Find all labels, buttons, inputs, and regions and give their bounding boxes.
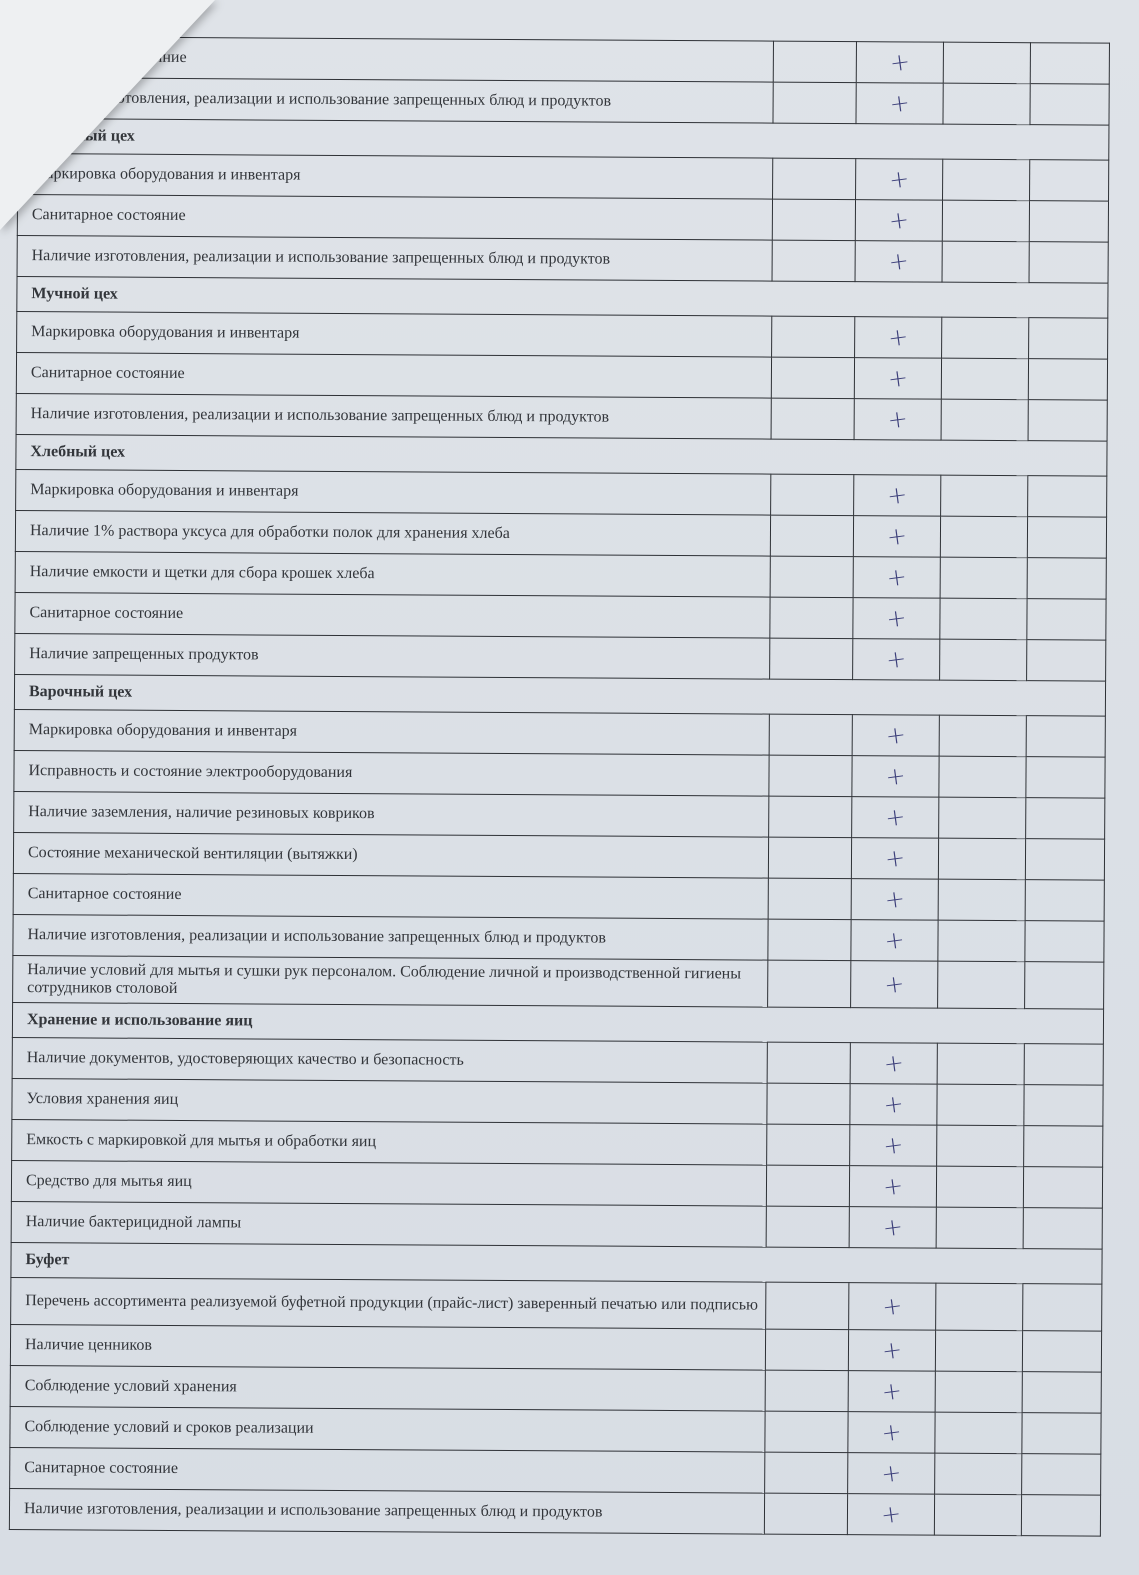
checklist-row bbox=[17, 311, 1108, 359]
checklist-row bbox=[9, 1488, 1100, 1536]
blank-cell bbox=[1029, 201, 1108, 242]
checklist-row bbox=[15, 510, 1106, 558]
blank-cell bbox=[1027, 517, 1106, 558]
blank-cell bbox=[765, 1452, 848, 1494]
compliance-cell bbox=[855, 317, 942, 359]
handwritten-plus-mark: + bbox=[879, 1458, 904, 1489]
blank-cell bbox=[766, 1282, 849, 1330]
criterion-label: Наличие заземления, наличие резиновых ковриков bbox=[14, 791, 769, 837]
blank-cell bbox=[773, 82, 856, 124]
blank-cell bbox=[1028, 476, 1107, 517]
criterion-label: Наличие изготовления, реализации и использование запрещенных блюд и продуктов bbox=[16, 393, 771, 439]
blank-cell bbox=[765, 1411, 848, 1453]
blank-cell bbox=[771, 474, 854, 516]
blank-cell bbox=[1025, 880, 1104, 921]
compliance-cell bbox=[852, 797, 939, 839]
compliance-cell bbox=[851, 920, 938, 962]
blank-cell bbox=[939, 715, 1026, 757]
checklist-row bbox=[15, 551, 1106, 599]
checklist-rows bbox=[9, 37, 1109, 1537]
blank-cell bbox=[766, 1165, 849, 1207]
blank-cell bbox=[936, 1166, 1023, 1208]
blank-cell bbox=[941, 475, 1028, 517]
criterion-label: Маркировка оборудования и инвентаря bbox=[16, 469, 771, 515]
blank-cell bbox=[771, 398, 854, 440]
criterion-label: Средство для мытья яиц bbox=[11, 1160, 766, 1206]
handwritten-plus-mark: + bbox=[881, 1130, 906, 1161]
blank-cell bbox=[940, 516, 1027, 558]
handwritten-plus-mark: + bbox=[884, 644, 909, 675]
blank-cell bbox=[937, 1125, 1024, 1167]
section-title: Буфет bbox=[11, 1242, 1102, 1284]
handwritten-plus-mark: + bbox=[884, 562, 909, 593]
compliance-cell bbox=[853, 557, 940, 599]
section-title: Хранение и использование яиц bbox=[12, 1002, 1103, 1044]
handwritten-plus-mark: + bbox=[882, 969, 907, 1000]
blank-cell bbox=[1025, 839, 1104, 880]
criterion-label: Санитарное состояние bbox=[15, 592, 770, 638]
blank-cell bbox=[1030, 160, 1109, 201]
blank-cell bbox=[767, 1042, 850, 1084]
blank-cell bbox=[1026, 757, 1105, 798]
blank-cell bbox=[936, 1207, 1023, 1249]
checklist-row bbox=[16, 469, 1107, 517]
criterion-label: Маркировка оборудования и инвентаря bbox=[18, 154, 773, 200]
blank-cell bbox=[942, 200, 1029, 242]
blank-cell bbox=[765, 1370, 848, 1412]
checklist-row bbox=[10, 1447, 1101, 1495]
section-title: Мучной цех bbox=[17, 276, 1108, 318]
handwritten-plus-mark: + bbox=[880, 1335, 904, 1366]
criterion-label: Наличие изготовления, реализации и использование запрещенных блюд и продуктов bbox=[13, 914, 768, 960]
blank-cell bbox=[1024, 1044, 1103, 1085]
criterion-label: Санитарное состояние bbox=[18, 37, 773, 83]
compliance-cell bbox=[850, 1043, 937, 1085]
compliance-cell bbox=[848, 1453, 935, 1495]
handwritten-plus-mark: + bbox=[879, 1417, 904, 1448]
blank-cell bbox=[940, 557, 1027, 599]
blank-cell bbox=[770, 638, 853, 680]
blank-cell bbox=[936, 1283, 1023, 1331]
compliance-cell bbox=[855, 200, 942, 242]
blank-cell bbox=[768, 837, 851, 879]
blank-cell bbox=[771, 357, 854, 399]
handwritten-plus-mark: + bbox=[882, 925, 907, 956]
handwritten-plus-mark: + bbox=[882, 884, 907, 915]
handwritten-plus-mark: + bbox=[885, 404, 910, 435]
handwritten-plus-mark: + bbox=[880, 1291, 905, 1322]
section-title: Варочный цех bbox=[14, 674, 1105, 716]
folded-page-corner bbox=[0, 0, 215, 230]
criterion-label: Наличие изготовления, реализации и использование запрещенных блюд и продуктов bbox=[9, 1488, 764, 1534]
checklist-row bbox=[10, 1365, 1101, 1413]
handwritten-plus-mark: + bbox=[879, 1499, 903, 1530]
blank-cell bbox=[941, 399, 1028, 441]
blank-cell bbox=[1023, 1167, 1102, 1208]
criterion-label: Наличие бактерицидной лампы bbox=[11, 1201, 766, 1247]
handwritten-plus-mark: + bbox=[884, 603, 909, 634]
handwritten-plus-mark: + bbox=[879, 1376, 904, 1407]
blank-cell bbox=[769, 796, 852, 838]
blank-cell bbox=[943, 159, 1030, 201]
compliance-cell bbox=[854, 399, 941, 441]
criterion-label: Соблюдение условий хранения bbox=[10, 1365, 765, 1411]
handwritten-plus-mark: + bbox=[886, 322, 910, 353]
compliance-cell bbox=[849, 1207, 936, 1249]
blank-cell bbox=[942, 317, 1029, 359]
blank-cell bbox=[1022, 1413, 1101, 1454]
compliance-cell bbox=[855, 241, 942, 283]
criterion-label: Санитарное состояние bbox=[16, 352, 771, 398]
blank-cell bbox=[1022, 1372, 1101, 1413]
compliance-cell bbox=[849, 1166, 936, 1208]
checklist-row bbox=[14, 750, 1105, 798]
blank-cell bbox=[937, 1084, 1024, 1126]
blank-cell bbox=[1022, 1331, 1101, 1372]
criterion-label: Перечень ассортимента реализуемой буфетной продукции (прайс-лист) заверенный печатью или подписью bbox=[11, 1277, 766, 1329]
compliance-cell bbox=[850, 1125, 937, 1167]
handwritten-plus-mark: + bbox=[883, 843, 907, 874]
blank-cell bbox=[768, 919, 851, 961]
blank-cell bbox=[943, 42, 1030, 84]
criterion-label: Санитарное состояние bbox=[10, 1447, 765, 1493]
criterion-label: Условия хранения яиц bbox=[12, 1078, 767, 1124]
checklist-row bbox=[15, 592, 1106, 640]
handwritten-plus-mark: + bbox=[881, 1089, 906, 1120]
handwritten-plus-mark: + bbox=[885, 521, 909, 552]
blank-cell bbox=[941, 358, 1028, 400]
inspection-checklist-table bbox=[9, 36, 1110, 1537]
checklist-row bbox=[10, 1406, 1101, 1454]
criterion-label: Состояние механической вентиляции (вытяжки) bbox=[13, 832, 768, 878]
checklist-row bbox=[14, 709, 1105, 757]
blank-cell bbox=[769, 755, 852, 797]
blank-cell bbox=[1021, 1495, 1100, 1536]
blank-cell bbox=[937, 1043, 1024, 1085]
compliance-cell bbox=[856, 42, 943, 84]
blank-cell bbox=[1027, 640, 1106, 681]
compliance-cell bbox=[851, 961, 938, 1009]
compliance-cell bbox=[847, 1494, 934, 1536]
blank-cell bbox=[772, 240, 855, 282]
blank-cell bbox=[940, 598, 1027, 640]
criterion-label: Маркировка оборудования и инвентаря bbox=[14, 709, 769, 755]
blank-cell bbox=[773, 41, 856, 83]
blank-cell bbox=[938, 838, 1025, 880]
blank-cell bbox=[769, 714, 852, 756]
compliance-cell bbox=[853, 516, 940, 558]
blank-cell bbox=[1028, 359, 1107, 400]
blank-cell bbox=[770, 556, 853, 598]
compliance-cell bbox=[852, 715, 939, 757]
blank-cell bbox=[1025, 962, 1104, 1009]
criterion-label: Наличие емкости и щетки для сбора крошек хлеба bbox=[15, 551, 770, 597]
blank-cell bbox=[1024, 1126, 1103, 1167]
blank-cell bbox=[1030, 43, 1109, 84]
compliance-cell bbox=[848, 1330, 935, 1372]
blank-cell bbox=[934, 1494, 1021, 1536]
handwritten-plus-mark: + bbox=[883, 720, 908, 751]
criterion-label: Соблюдение условий и сроков реализации bbox=[10, 1406, 765, 1452]
handwritten-plus-mark: + bbox=[881, 1048, 906, 1079]
compliance-cell bbox=[853, 598, 940, 640]
blank-cell bbox=[1023, 1284, 1102, 1331]
criterion-label: Наличие 1% раствора уксуса для обработки полок для хранения хлеба bbox=[15, 510, 770, 556]
checklist-row bbox=[11, 1277, 1102, 1331]
blank-cell bbox=[943, 83, 1030, 125]
blank-cell bbox=[940, 639, 1027, 681]
blank-cell bbox=[770, 597, 853, 639]
handwritten-plus-mark: + bbox=[886, 363, 910, 394]
blank-cell bbox=[1028, 400, 1107, 441]
criterion-label: Санитарное состояние bbox=[17, 195, 772, 241]
compliance-cell bbox=[856, 159, 943, 201]
criterion-label: Маркировка оборудования и инвентаря bbox=[17, 311, 772, 357]
criterion-label: Санитарное состояние bbox=[13, 873, 768, 919]
section-title: Холодный цех bbox=[18, 119, 1109, 161]
checklist-row bbox=[15, 633, 1106, 681]
compliance-cell bbox=[853, 639, 940, 681]
checklist-row bbox=[13, 832, 1104, 880]
blank-cell bbox=[1029, 242, 1108, 283]
handwritten-plus-mark: + bbox=[881, 1171, 905, 1202]
compliance-cell bbox=[848, 1412, 935, 1454]
criterion-label: Наличие запрещенных продуктов bbox=[15, 633, 770, 679]
checklist-row bbox=[11, 1201, 1102, 1249]
blank-cell bbox=[768, 960, 851, 1008]
blank-cell bbox=[770, 515, 853, 557]
criterion-label: Емкость с маркировкой для мытья и обработки яиц bbox=[12, 1119, 767, 1165]
checklist-row bbox=[11, 1160, 1102, 1208]
checklist-row bbox=[16, 352, 1107, 400]
checklist-row bbox=[13, 873, 1104, 921]
handwritten-plus-mark: + bbox=[887, 88, 912, 119]
blank-cell bbox=[1029, 318, 1108, 359]
checklist-row bbox=[12, 1037, 1103, 1085]
blank-cell bbox=[772, 199, 855, 241]
blank-cell bbox=[1026, 798, 1105, 839]
blank-cell bbox=[938, 920, 1025, 962]
criterion-label: Наличие ценников bbox=[10, 1324, 765, 1370]
criterion-label: Наличие документов, удостоверяющих качество и безопасность bbox=[12, 1037, 767, 1083]
blank-cell bbox=[935, 1371, 1022, 1413]
criterion-label: Наличие изготовления, реализации и использование запрещенных блюд и продуктов bbox=[17, 235, 772, 281]
blank-cell bbox=[1026, 716, 1105, 757]
blank-cell bbox=[938, 961, 1025, 1009]
handwritten-plus-mark: + bbox=[887, 205, 911, 236]
checklist-sheet bbox=[9, 36, 1110, 1543]
compliance-cell bbox=[848, 1371, 935, 1413]
checklist-row bbox=[12, 1078, 1103, 1126]
blank-cell bbox=[935, 1412, 1022, 1454]
blank-cell bbox=[942, 241, 1029, 283]
handwritten-plus-mark: + bbox=[883, 802, 908, 833]
blank-cell bbox=[767, 1083, 850, 1125]
blank-cell bbox=[1024, 1085, 1103, 1126]
blank-cell bbox=[935, 1453, 1022, 1495]
handwritten-plus-mark: + bbox=[885, 480, 910, 511]
checklist-row bbox=[16, 393, 1107, 441]
compliance-cell bbox=[854, 358, 941, 400]
handwritten-plus-mark: + bbox=[887, 164, 911, 195]
compliance-cell bbox=[849, 1283, 936, 1331]
blank-cell bbox=[1027, 599, 1106, 640]
blank-cell bbox=[1025, 921, 1104, 962]
blank-cell bbox=[766, 1206, 849, 1248]
compliance-cell bbox=[851, 879, 938, 921]
handwritten-plus-mark: + bbox=[886, 246, 911, 277]
compliance-cell bbox=[852, 756, 939, 798]
checklist-row bbox=[12, 1119, 1103, 1167]
blank-cell bbox=[935, 1330, 1022, 1372]
compliance-cell bbox=[850, 1084, 937, 1126]
checklist-row bbox=[13, 955, 1104, 1009]
handwritten-plus-mark: + bbox=[880, 1212, 905, 1243]
checklist-row bbox=[13, 914, 1104, 962]
blank-cell bbox=[1023, 1208, 1102, 1249]
blank-cell bbox=[767, 1124, 850, 1166]
blank-cell bbox=[939, 756, 1026, 798]
blank-cell bbox=[764, 1493, 847, 1535]
compliance-cell bbox=[856, 83, 943, 125]
blank-cell bbox=[768, 878, 851, 920]
section-title: Хлебный цех bbox=[16, 434, 1107, 476]
handwritten-plus-mark: + bbox=[883, 761, 908, 792]
blank-cell bbox=[765, 1329, 848, 1371]
blank-cell bbox=[772, 316, 855, 358]
blank-cell bbox=[1030, 84, 1109, 125]
blank-cell bbox=[1022, 1454, 1101, 1495]
criterion-label: Наличие условий для мытья и сушки рук персоналом. Соблюдение личной и производственной гигиены сотрудников столовой bbox=[13, 955, 768, 1007]
blank-cell bbox=[773, 158, 856, 200]
compliance-cell bbox=[851, 838, 938, 880]
criterion-label: Исправность и состояние электрооборудования bbox=[14, 750, 769, 796]
blank-cell bbox=[939, 797, 1026, 839]
handwritten-plus-mark: + bbox=[888, 47, 912, 78]
blank-cell bbox=[938, 879, 1025, 921]
checklist-row bbox=[14, 791, 1105, 839]
criterion-label: Наличие изготовления, реализации и использование запрещенных блюд и продуктов bbox=[18, 78, 773, 124]
checklist-row bbox=[10, 1324, 1101, 1372]
checklist-row bbox=[17, 235, 1108, 283]
compliance-cell bbox=[854, 475, 941, 517]
blank-cell bbox=[1027, 558, 1106, 599]
